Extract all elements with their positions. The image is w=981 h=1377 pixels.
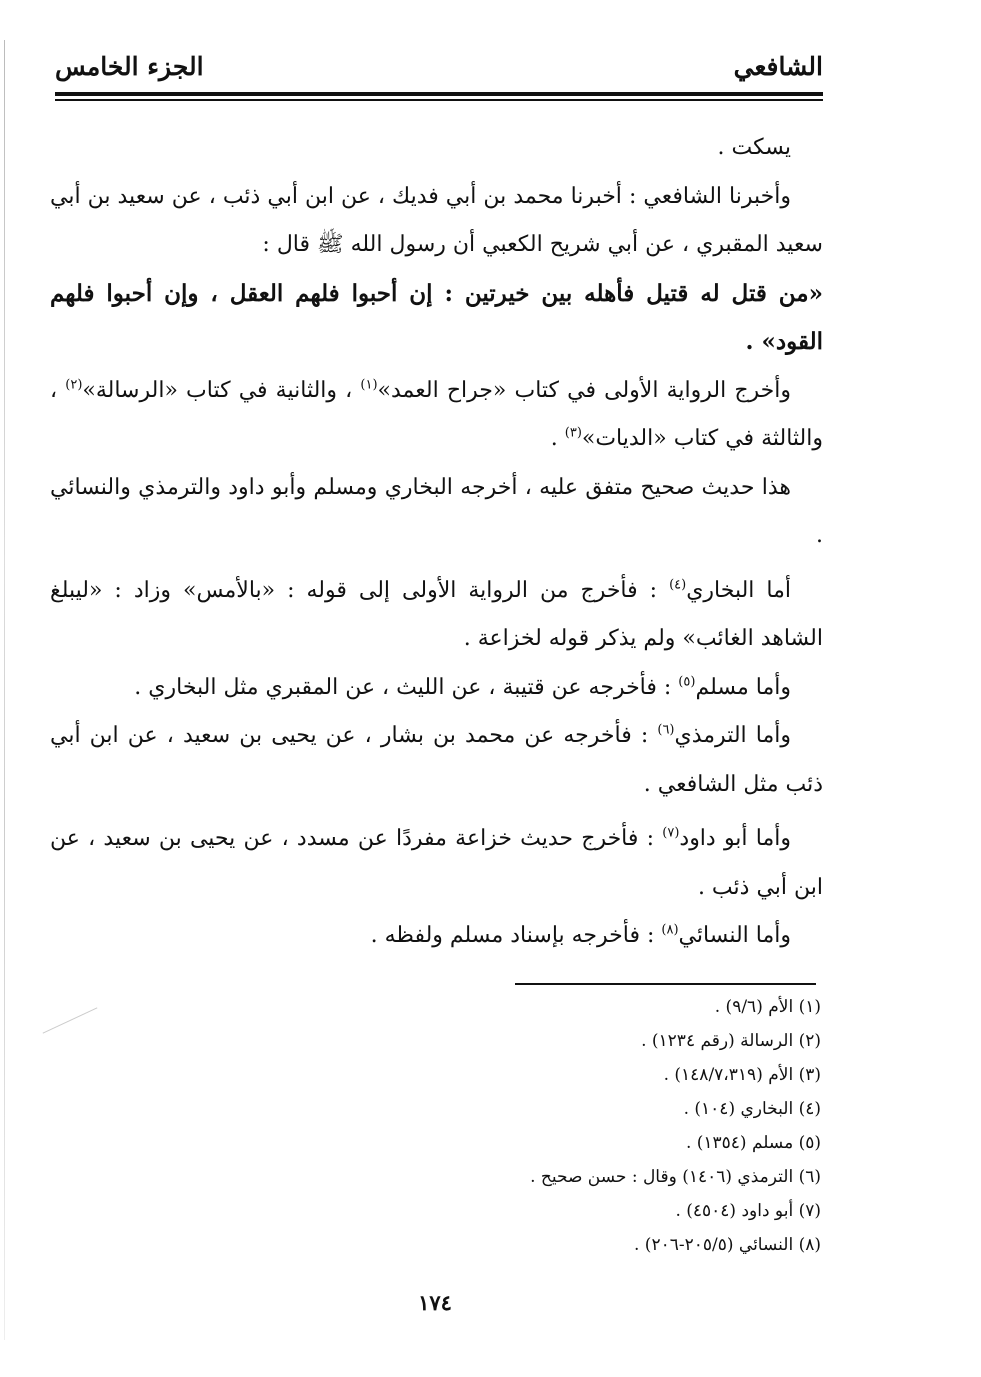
header-rule-thick [55,92,823,96]
footnote-item: (٥) مسلم (١٣٥٤) . [685,1133,821,1153]
paragraph-5: هذا حديث صحيح متفق عليه ، أخرجه البخاري ومسلم وأبو داود والترمذي والنسائي . [50,474,823,548]
footnote-item: (٧) أبو داود (٤٥٠٤) . [675,1201,821,1221]
footnote-item: (٢) الرسالة (رقم ١٢٣٤) . [641,1031,821,1051]
footnote-item: (٦) الترمذي (١٤٠٦) وقال : حسن صحيح . [530,1167,821,1187]
scan-artifact-line [43,1007,98,1033]
footnote-item: (٨) النسائي (٢٠٥/٥-٢٠٦) . [633,1235,821,1255]
footnote-item: (١) الأم (٩/٦) . [714,997,821,1017]
footnote-item: (٤) البخاري (١٠٤) . [683,1099,821,1119]
footnote-ref-3: (٣) [564,425,582,441]
footnote-ref-2: (٢) [65,377,83,393]
p7-text-1: وأما مسلم [695,674,791,700]
p7-text-2: : فأخرجه عن قتيبة ، عن الليث ، عن المقبري مثل البخاري . [134,674,679,700]
footnote-ref-6: (٦) [657,722,675,738]
footnote-ref-7: (٧) [662,825,680,841]
paragraph-1: يسكت . [717,135,791,160]
p4-text-1: وأخرج الرواية الأولى في كتاب «جراح العمد» [377,377,792,403]
p4-text-2: ، والثانية في كتاب «الرسالة» [82,377,361,403]
scan-margin-line [4,40,5,1340]
paragraph-10 [50,912,823,961]
running-header [55,52,823,92]
footnote-item: (٣) الأم (١٤٨/٧،٣١٩) . [663,1065,821,1085]
header-volume-title: الجزء الخامس [55,52,204,81]
hadith-quote: «من قتل له قتيل فأهله بين خيرتين : إن أحبوا فلهم العقل ، وإن أحبوا فلهم القود» . [50,279,823,355]
paragraph-9 [50,815,823,912]
p4-text-4: . [550,426,565,451]
paragraph-8 [50,712,823,809]
header-book-title: الشافعي [733,52,823,81]
paragraph-6 [50,567,823,664]
p10-text-2: : فأخرجه بإسناد مسلم ولفظه . [370,923,662,948]
paragraph-7 [50,664,823,713]
footnote-separator [515,983,816,985]
p9-text-2: : فأخرج حديث خزاعة مفردًا عن مسدد ، عن يحيى بن سعيد ، عن ابن أبي ذئب . [50,826,823,900]
footnote-ref-8: (٨) [661,922,679,938]
p6-text-2: : فأخرج من الرواية الأولى إلى قوله : «بالأمس» وزاد : «ليبلغ الشاهد الغائب» ولم يذكر قوله لخزاعة . [50,577,823,651]
footnote-ref-4: (٤) [669,577,687,593]
p6-text-1: أما البخاري [686,577,792,603]
p4-text-3: ، والثالثة في كتاب «الديات» [50,377,823,451]
p10-text-1: وأما النسائي [678,923,791,948]
footnote-ref-1: (١) [360,377,378,393]
main-text [50,124,823,961]
paragraph-2: وأخبرنا الشافعي : أخبرنا محمد بن أبي فديك ، عن ابن أبي ذئب ، عن سعيد بن أبي سعيد المقبري ، عن أبي شريح الكعبي أن رسول الله ﷺ قال : [50,183,823,257]
p8-text-2: : فأخرجه عن محمد بن بشار ، عن يحيى بن سعيد ، عن ابن أبي ذئب مثل الشافعي . [50,723,823,797]
footnote-ref-5: (٥) [678,674,696,690]
footnotes [400,990,821,1262]
p9-text-1: وأما أبو داود [679,826,791,851]
header-rule-thin [55,99,823,101]
page-number: ١٧٤ [418,1290,452,1315]
paragraph-4 [50,367,823,464]
p8-text-1: وأما الترمذي [674,723,791,748]
